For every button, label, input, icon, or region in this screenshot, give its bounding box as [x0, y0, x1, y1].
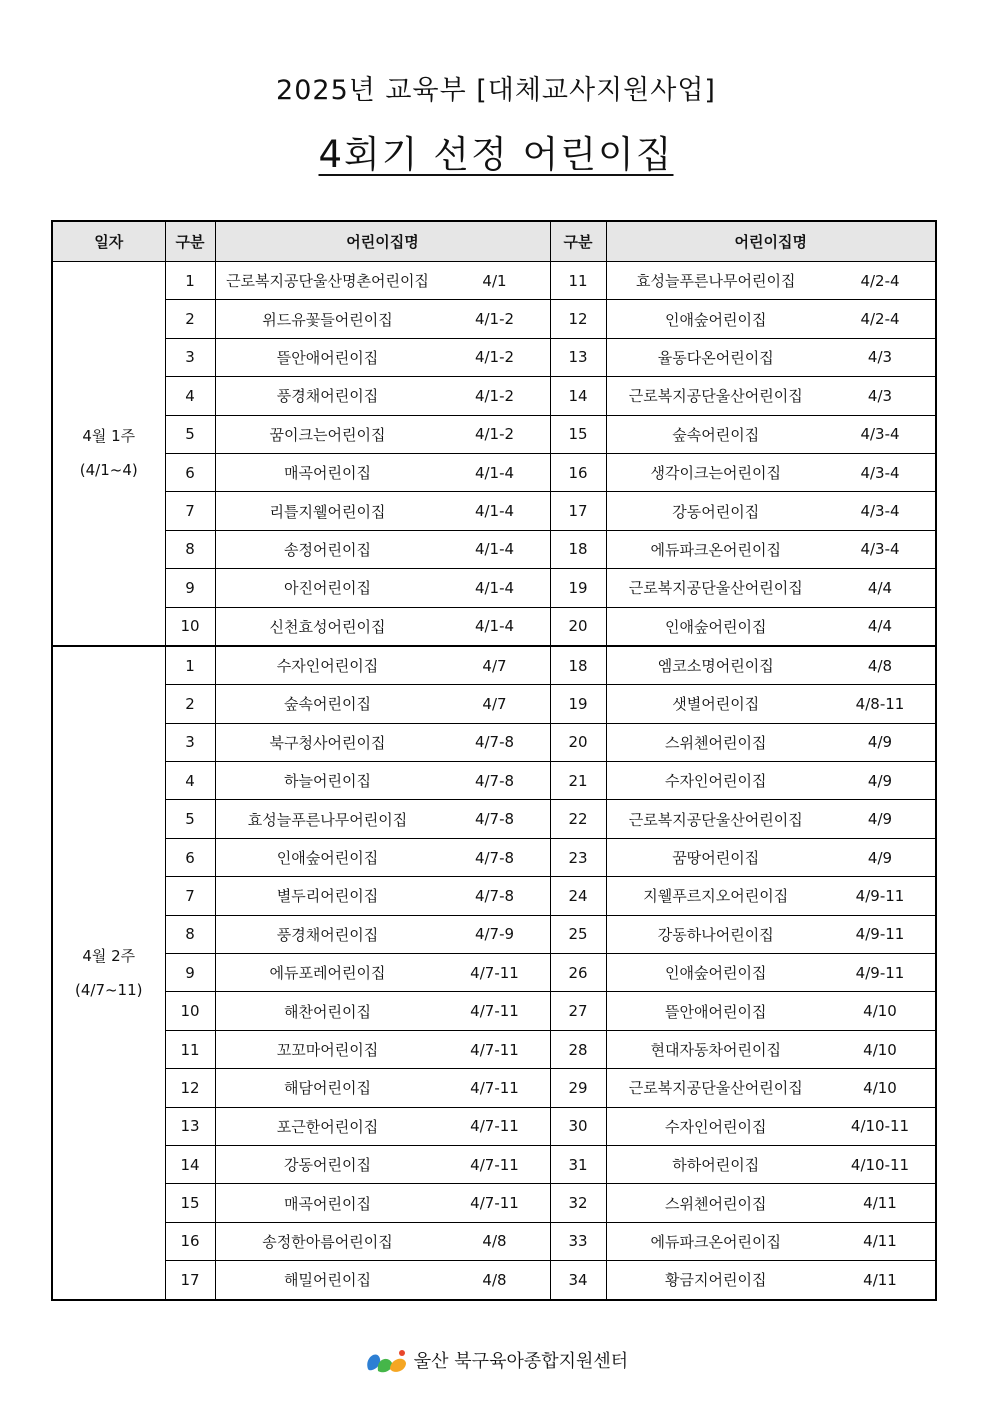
week-cell — [52, 262, 165, 646]
footer — [0, 1347, 992, 1377]
support-date: 4/10 — [863, 1002, 897, 1021]
table-body — [52, 262, 936, 1300]
table-row — [52, 1069, 936, 1107]
row-number: 3 — [165, 723, 215, 761]
table-row — [52, 1107, 936, 1145]
daycare-name: 인애숲어린이집 — [665, 310, 767, 329]
support-date: 4/1-2 — [474, 310, 515, 329]
daycare-name: 신천효성어린이집 — [269, 617, 386, 636]
support-date: 4/7 — [482, 656, 507, 675]
row-number: 16 — [165, 1222, 215, 1260]
daycare-cell — [215, 338, 550, 376]
support-date: 4/9 — [867, 848, 893, 867]
daycare-cell — [215, 569, 550, 607]
daycare-cell-2 — [606, 415, 936, 453]
subtitle-text: 4회기 선정 어린이집 — [318, 133, 674, 176]
week-range: (4/7~11) — [75, 980, 143, 999]
daycare-name: 지웰푸르지오어린이집 — [643, 887, 789, 906]
table-row — [52, 338, 936, 376]
support-date: 4/7-8 — [474, 886, 515, 905]
row-number-2: 28 — [550, 1030, 606, 1068]
table-row — [52, 685, 936, 723]
support-date: 4/7-11 — [470, 1078, 519, 1097]
support-date: 4/11 — [863, 1270, 897, 1289]
row-number: 14 — [165, 1145, 215, 1183]
row-number-2: 25 — [550, 915, 606, 953]
support-date: 4/10-11 — [850, 1155, 910, 1174]
support-date: 4/7-8 — [474, 848, 515, 867]
daycare-name: 근로복지공단울산어린이집 — [628, 387, 803, 406]
support-date: 4/3 — [867, 386, 893, 405]
daycare-name: 하늘어린이집 — [284, 772, 371, 791]
table-header-row — [52, 221, 936, 262]
table-row — [52, 1261, 936, 1300]
row-number: 7 — [165, 492, 215, 530]
support-date: 4/7 — [482, 694, 507, 713]
daycare-name: 에듀포레어린이집 — [269, 964, 386, 983]
support-date: 4/11 — [863, 1194, 897, 1213]
table-row — [52, 954, 936, 992]
daycare-name: 수자인어린이집 — [665, 772, 767, 791]
daycare-cell-2 — [606, 685, 936, 723]
support-date: 4/3-4 — [860, 425, 900, 444]
daycare-cell-2 — [606, 530, 936, 568]
daycare-cell — [215, 877, 550, 915]
daycare-cell-2 — [606, 838, 936, 876]
daycare-cell — [215, 530, 550, 568]
daycare-name: 뜰안애어린이집 — [665, 1002, 767, 1021]
support-date: 4/7-8 — [474, 733, 515, 752]
table-row — [52, 992, 936, 1030]
schedule-table — [51, 220, 937, 1301]
daycare-name: 강동하나어린이집 — [657, 925, 774, 944]
daycare-cell — [215, 300, 550, 338]
daycare-cell-2 — [606, 338, 936, 376]
header-no-2: 구분 — [550, 221, 606, 262]
support-date: 4/10-11 — [850, 1117, 910, 1136]
table-row — [52, 1222, 936, 1260]
daycare-cell — [215, 992, 550, 1030]
support-date: 4/8 — [867, 656, 893, 675]
row-number: 5 — [165, 415, 215, 453]
week-cell — [52, 646, 165, 1300]
support-date: 4/3 — [867, 348, 893, 367]
row-number-2: 14 — [550, 377, 606, 415]
table-row — [52, 762, 936, 800]
daycare-cell — [215, 1107, 550, 1145]
daycare-name: 인애숲어린이집 — [276, 849, 379, 868]
table-row — [52, 262, 936, 300]
daycare-cell-2 — [606, 1222, 936, 1260]
table-row — [52, 1145, 936, 1183]
row-number: 13 — [165, 1107, 215, 1145]
support-date: 4/3-4 — [860, 502, 900, 521]
daycare-cell-2 — [606, 762, 936, 800]
row-number-2: 22 — [550, 800, 606, 838]
document-subtitle — [0, 124, 992, 178]
daycare-name: 스위첸어린이집 — [665, 1194, 767, 1213]
row-number-2: 30 — [550, 1107, 606, 1145]
daycare-cell — [215, 1222, 550, 1260]
support-date: 4/1-4 — [474, 502, 515, 521]
daycare-name: 포근한어린이집 — [276, 1117, 379, 1136]
daycare-cell — [215, 646, 550, 685]
row-number-2: 19 — [550, 569, 606, 607]
daycare-name: 별두리어린이집 — [276, 887, 379, 906]
table-row — [52, 377, 936, 415]
table-row — [52, 415, 936, 453]
header-name-2: 어린이집명 — [606, 221, 936, 262]
daycare-cell-2 — [606, 1107, 936, 1145]
daycare-cell-2 — [606, 877, 936, 915]
table-row — [52, 838, 936, 876]
daycare-cell — [215, 800, 550, 838]
daycare-name: 꿈이크는어린이집 — [269, 425, 386, 444]
daycare-name: 숲속어린이집 — [672, 425, 760, 444]
daycare-name: 하하어린이집 — [672, 1156, 760, 1175]
row-number: 3 — [165, 338, 215, 376]
row-number: 10 — [165, 992, 215, 1030]
row-number-2: 27 — [550, 992, 606, 1030]
daycare-cell — [215, 1145, 550, 1183]
support-date: 4/1-4 — [474, 540, 515, 559]
daycare-name: 해찬어린이집 — [284, 1002, 371, 1021]
table-row — [52, 453, 936, 491]
daycare-name: 율동다온어린이집 — [657, 348, 774, 367]
daycare-name: 근로복지공단울산어린이집 — [628, 810, 803, 829]
week-label: 4월 1주 — [82, 427, 136, 446]
week-label: 4월 2주 — [82, 946, 136, 965]
row-number: 1 — [165, 646, 215, 685]
support-date: 4/7-8 — [474, 810, 515, 829]
daycare-cell-2 — [606, 723, 936, 761]
daycare-cell-2 — [606, 377, 936, 415]
daycare-cell — [215, 723, 550, 761]
daycare-cell-2 — [606, 1261, 936, 1300]
row-number-2: 18 — [550, 530, 606, 568]
row-number: 7 — [165, 877, 215, 915]
support-date: 4/1-4 — [474, 578, 515, 597]
daycare-name: 생각이크는어린이집 — [650, 464, 781, 483]
support-date: 4/7-11 — [470, 1155, 519, 1174]
support-date: 4/10 — [863, 1040, 897, 1059]
row-number-2: 17 — [550, 492, 606, 530]
row-number-2: 23 — [550, 838, 606, 876]
daycare-cell — [215, 415, 550, 453]
daycare-name: 해밀어린이집 — [284, 1271, 371, 1290]
daycare-cell-2 — [606, 607, 936, 646]
row-number-2: 16 — [550, 453, 606, 491]
daycare-cell — [215, 1069, 550, 1107]
daycare-cell — [215, 1184, 550, 1222]
daycare-name: 엠코소명어린이집 — [657, 657, 774, 676]
daycare-cell-2 — [606, 453, 936, 491]
daycare-name: 샛별어린이집 — [672, 695, 760, 714]
daycare-cell — [215, 1261, 550, 1300]
row-number-2: 15 — [550, 415, 606, 453]
row-number: 11 — [165, 1030, 215, 1068]
row-number: 2 — [165, 300, 215, 338]
header-date: 일자 — [52, 221, 165, 262]
support-date: 4/7-11 — [470, 1117, 519, 1136]
row-number: 9 — [165, 954, 215, 992]
daycare-name: 황금지어린이집 — [665, 1271, 767, 1290]
daycare-name: 송정한아름어린이집 — [262, 1232, 393, 1251]
table-row — [52, 646, 936, 685]
daycare-name: 리틀지웰어린이집 — [269, 502, 386, 521]
support-date: 4/9 — [867, 810, 893, 829]
support-date: 4/8 — [482, 1270, 507, 1289]
daycare-name: 꼬꼬마어린이집 — [276, 1041, 379, 1059]
daycare-cell — [215, 954, 550, 992]
daycare-name: 현대자동차어린이집 — [650, 1041, 781, 1059]
row-number: 8 — [165, 915, 215, 953]
support-date: 4/7-11 — [470, 1040, 519, 1059]
daycare-cell-2 — [606, 300, 936, 338]
row-number: 2 — [165, 685, 215, 723]
daycare-cell — [215, 685, 550, 723]
support-date: 4/4 — [867, 617, 893, 636]
daycare-name: 강동어린이집 — [284, 1156, 371, 1175]
daycare-name: 해담어린이집 — [284, 1079, 371, 1098]
daycare-name: 효성늘푸른나무어린이집 — [636, 272, 796, 291]
header-name: 어린이집명 — [215, 221, 550, 262]
table-row — [52, 915, 936, 953]
support-date: 4/9 — [867, 733, 893, 752]
daycare-cell-2 — [606, 1145, 936, 1183]
daycare-name: 스위첸어린이집 — [665, 733, 767, 752]
row-number-2: 18 — [550, 646, 606, 685]
daycare-name: 위드유꽃들어린이집 — [262, 310, 393, 329]
daycare-name: 인애숲어린이집 — [665, 617, 767, 636]
daycare-name: 풍경채어린이집 — [276, 925, 379, 944]
table-row — [52, 723, 936, 761]
table-row — [52, 1030, 936, 1068]
row-number: 12 — [165, 1069, 215, 1107]
support-date: 4/3-4 — [860, 540, 900, 559]
daycare-cell-2 — [606, 800, 936, 838]
row-number-2: 31 — [550, 1145, 606, 1183]
daycare-name: 송정어린이집 — [284, 540, 371, 559]
daycare-name: 뜰안애어린이집 — [276, 348, 379, 367]
row-number-2: 32 — [550, 1184, 606, 1222]
daycare-cell-2 — [606, 1184, 936, 1222]
daycare-cell — [215, 1030, 550, 1068]
document-title: 2025년 교육부 [대체교사지원사업] — [276, 75, 716, 106]
daycare-cell — [215, 262, 550, 300]
week-range: (4/1~4) — [79, 461, 138, 480]
support-date: 4/8 — [482, 1232, 507, 1251]
daycare-cell-2 — [606, 954, 936, 992]
support-date: 4/1 — [482, 271, 507, 290]
row-number: 1 — [165, 262, 215, 300]
daycare-cell-2 — [606, 646, 936, 685]
support-date: 4/7-9 — [474, 925, 515, 944]
support-date: 4/1-2 — [474, 386, 515, 405]
daycare-cell — [215, 492, 550, 530]
row-number-2: 21 — [550, 762, 606, 800]
row-number-2: 20 — [550, 607, 606, 646]
daycare-name: 효성늘푸른나무어린이집 — [247, 810, 408, 829]
row-number-2: 19 — [550, 685, 606, 723]
row-number: 5 — [165, 800, 215, 838]
table-row — [52, 530, 936, 568]
row-number-2: 29 — [550, 1069, 606, 1107]
row-number: 6 — [165, 453, 215, 491]
table-row — [52, 569, 936, 607]
daycare-name: 인애숲어린이집 — [665, 964, 767, 983]
daycare-cell — [215, 377, 550, 415]
support-date: 4/7-11 — [470, 963, 519, 982]
row-number-2: 26 — [550, 954, 606, 992]
row-number: 6 — [165, 838, 215, 876]
table-row — [52, 800, 936, 838]
support-date: 4/9-11 — [855, 925, 905, 944]
support-date: 4/9 — [867, 771, 893, 790]
table-row — [52, 300, 936, 338]
table-row — [52, 492, 936, 530]
row-number: 8 — [165, 530, 215, 568]
daycare-cell — [215, 838, 550, 876]
daycare-name: 매곡어린이집 — [284, 1194, 371, 1213]
table-row — [52, 1184, 936, 1222]
support-date: 4/1-2 — [474, 425, 515, 444]
support-date: 4/2-4 — [860, 271, 900, 290]
daycare-name: 매곡어린이집 — [284, 464, 371, 483]
daycare-name: 근로복지공단울산명촌어린이집 — [226, 272, 429, 291]
row-number: 9 — [165, 569, 215, 607]
daycare-name: 강동어린이집 — [672, 502, 760, 521]
daycare-name: 수자인어린이집 — [665, 1117, 767, 1136]
daycare-name: 에듀파크온어린이집 — [650, 540, 781, 559]
daycare-cell — [215, 453, 550, 491]
daycare-name: 에듀파크온어린이집 — [650, 1232, 781, 1251]
support-date: 4/8-11 — [855, 694, 905, 713]
daycare-cell — [215, 607, 550, 646]
support-date: 4/4 — [867, 578, 893, 597]
footer-text: 울산 북구육아종합지원센터 — [413, 1351, 629, 1372]
support-date: 4/1-4 — [474, 463, 515, 482]
support-date: 4/7-11 — [470, 1002, 519, 1021]
row-number-2: 20 — [550, 723, 606, 761]
daycare-cell-2 — [606, 492, 936, 530]
daycare-name: 수자인어린이집 — [276, 657, 379, 676]
support-date: 4/10 — [863, 1078, 897, 1097]
support-date: 4/1-4 — [474, 617, 515, 636]
daycare-name: 풍경채어린이집 — [276, 387, 379, 406]
row-number: 4 — [165, 377, 215, 415]
header-no: 구분 — [165, 221, 215, 262]
daycare-cell-2 — [606, 915, 936, 953]
row-number: 15 — [165, 1184, 215, 1222]
daycare-cell-2 — [606, 262, 936, 300]
daycare-name: 아진어린이집 — [284, 579, 371, 598]
row-number-2: 13 — [550, 338, 606, 376]
daycare-cell-2 — [606, 1069, 936, 1107]
daycare-cell — [215, 762, 550, 800]
row-number-2: 34 — [550, 1261, 606, 1300]
daycare-cell-2 — [606, 569, 936, 607]
daycare-cell — [215, 915, 550, 953]
table-row — [52, 877, 936, 915]
support-date: 4/9-11 — [855, 886, 905, 905]
support-date: 4/3-4 — [860, 463, 900, 482]
support-date: 4/11 — [863, 1232, 897, 1251]
table-row — [52, 607, 936, 646]
support-date: 4/2-4 — [860, 310, 900, 329]
daycare-cell-2 — [606, 1030, 936, 1068]
support-date: 4/1-2 — [474, 348, 515, 367]
row-number-2: 24 — [550, 877, 606, 915]
support-date: 4/7-8 — [474, 771, 515, 790]
row-number: 17 — [165, 1261, 215, 1300]
daycare-cell-2 — [606, 992, 936, 1030]
support-date: 4/9-11 — [855, 963, 905, 982]
row-number: 10 — [165, 607, 215, 646]
daycare-name: 꿈땅어린이집 — [672, 849, 760, 868]
row-number-2: 33 — [550, 1222, 606, 1260]
daycare-name: 근로복지공단울산어린이집 — [628, 1079, 803, 1098]
support-date: 4/7-11 — [470, 1194, 519, 1213]
daycare-name: 숲속어린이집 — [284, 695, 371, 714]
daycare-name: 근로복지공단울산어린이집 — [628, 579, 803, 598]
center-logo-icon — [364, 1347, 408, 1377]
daycare-name: 북구청사어린이집 — [269, 733, 386, 752]
row-number-2: 11 — [550, 262, 606, 300]
row-number: 4 — [165, 762, 215, 800]
row-number-2: 12 — [550, 300, 606, 338]
